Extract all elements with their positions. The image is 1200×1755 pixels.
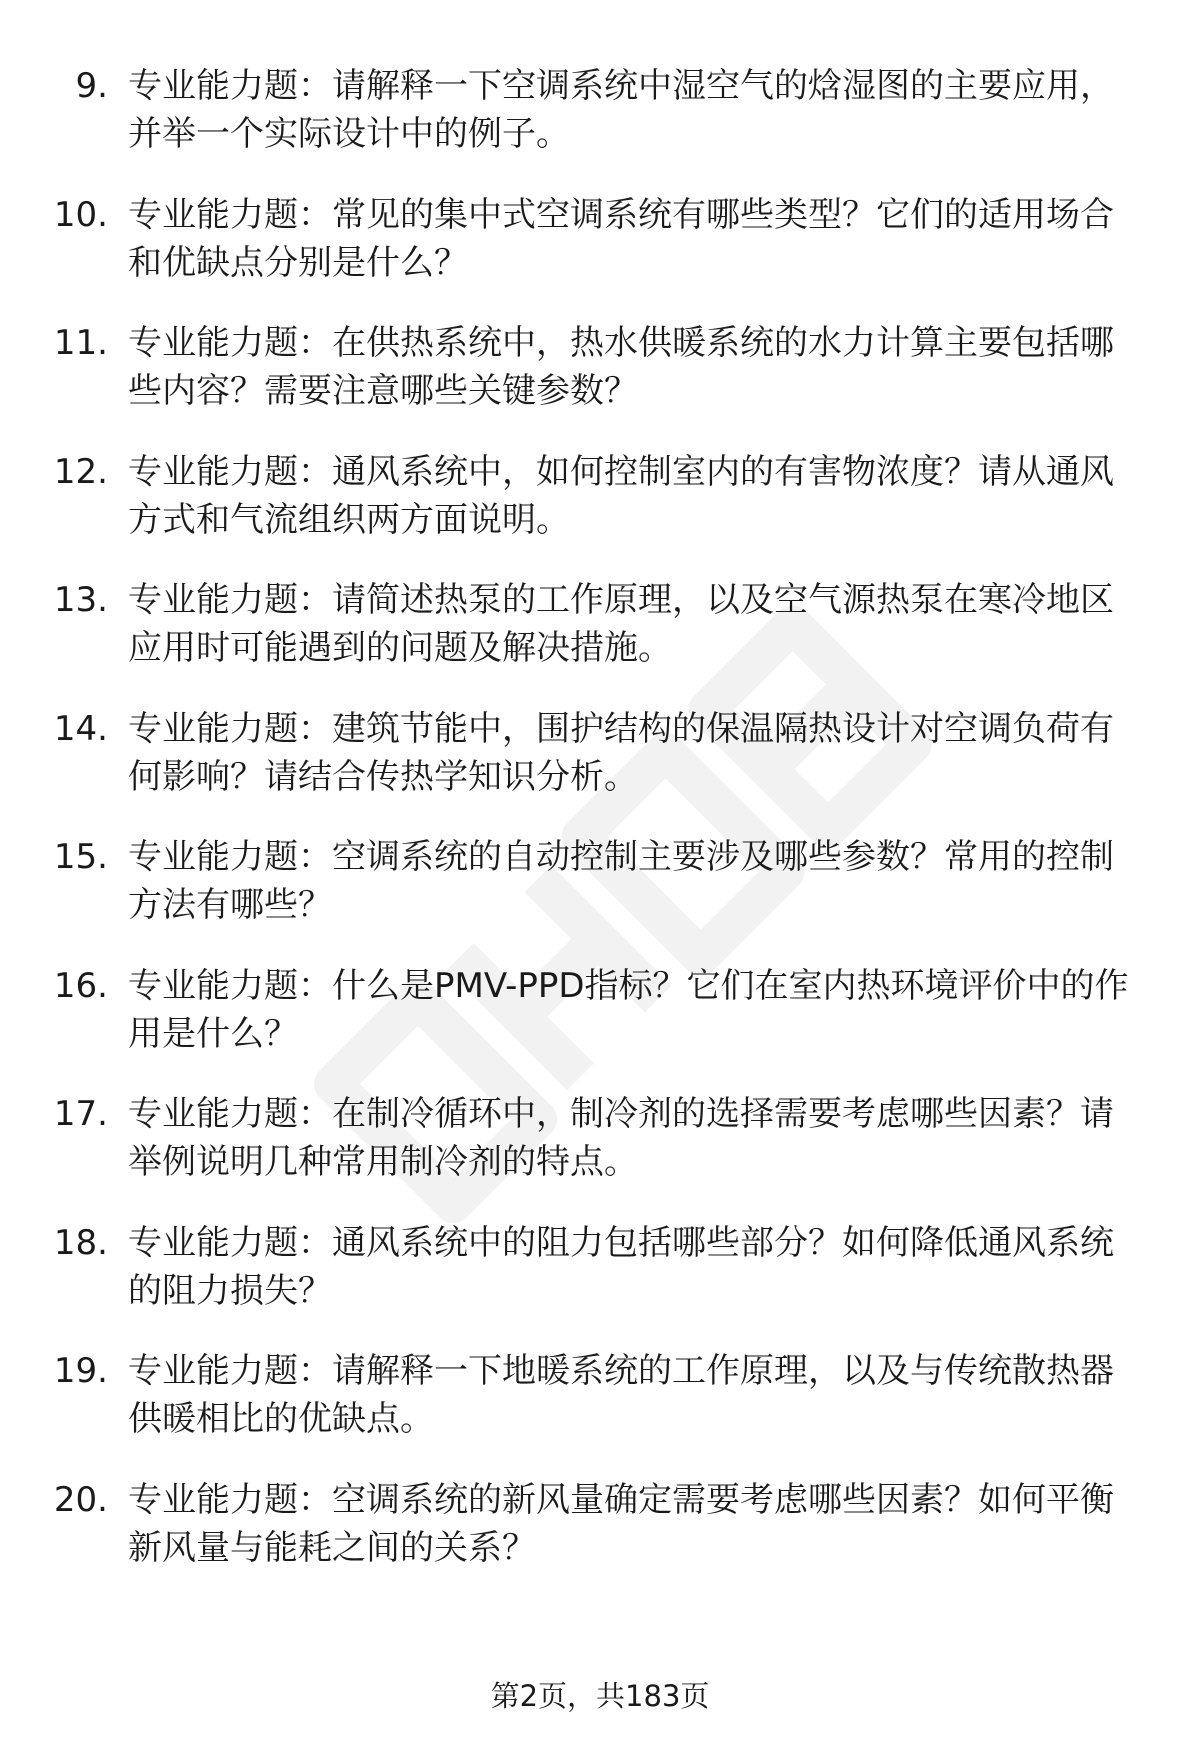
question-text: 专业能力题：什么是PMV-PPD指标？它们在室内热环境评价中的作用是什么？	[128, 965, 1129, 1054]
question-number: 18.	[53, 1222, 108, 1263]
question-number: 16.	[53, 965, 108, 1006]
page-number-label: 第2页，共183页	[490, 1679, 710, 1713]
question-text: 专业能力题：建筑节能中，围护结构的保温隔热设计对空调负荷有何影响？请结合传热学知识分析。	[128, 708, 1114, 797]
page-footer	[0, 1676, 1200, 1716]
question-number: 17.	[53, 1094, 108, 1134]
list-item	[0, 833, 1200, 962]
question-number: 14.	[53, 708, 108, 749]
question-number: 15.	[53, 837, 108, 877]
list-item	[0, 705, 1200, 834]
question-text: 专业能力题：通风系统中的阻力包括哪些部分？如何降低通风系统的阻力损失？	[128, 1222, 1114, 1311]
list-item	[0, 319, 1200, 448]
question-number: 11.	[53, 323, 108, 363]
list-item	[0, 962, 1200, 1091]
question-number: 10.	[53, 194, 108, 235]
list-item	[0, 1347, 1200, 1476]
question-text: 专业能力题：常见的集中式空调系统有哪些类型？它们的适用场合和优缺点分别是什么？	[128, 194, 1114, 283]
list-item	[0, 1476, 1200, 1605]
question-text: 专业能力题：空调系统的自动控制主要涉及哪些参数？常用的控制方法有哪些？	[128, 837, 1114, 925]
question-text: 专业能力题：请解释一下空调系统中湿空气的焓湿图的主要应用，并举一个实际设计中的例子。	[128, 66, 1114, 154]
list-item	[0, 576, 1200, 705]
question-text: 专业能力题：空调系统的新风量确定需要考虑哪些因素？如何平衡新风量与能耗之间的关系？	[128, 1479, 1114, 1568]
question-text: 专业能力题：请解释一下地暖系统的工作原理，以及与传统散热器供暖相比的优缺点。	[128, 1351, 1114, 1439]
list-item	[0, 1219, 1200, 1348]
question-number: 12.	[53, 451, 108, 492]
question-text: 专业能力题：通风系统中，如何控制室内的有害物浓度？请从通风方式和气流组织两方面说明。	[128, 451, 1114, 540]
question-number: 9.	[75, 66, 108, 106]
question-number: 13.	[53, 580, 108, 620]
question-number: 19.	[53, 1351, 108, 1391]
question-list	[0, 62, 1200, 1604]
list-item	[0, 191, 1200, 320]
question-text: 专业能力题：请简述热泵的工作原理，以及空气源热泵在寒冷地区应用时可能遇到的问题及解决措施。	[128, 580, 1114, 668]
list-item	[0, 62, 1200, 191]
question-text: 专业能力题：在供热系统中，热水供暖系统的水力计算主要包括哪些内容？需要注意哪些关键参数？	[128, 323, 1114, 411]
list-item	[0, 1090, 1200, 1219]
question-number: 20.	[53, 1479, 108, 1520]
question-text: 专业能力题：在制冷循环中，制冷剂的选择需要考虑哪些因素？请举例说明几种常用制冷剂的特点。	[128, 1094, 1114, 1182]
list-item	[0, 448, 1200, 577]
